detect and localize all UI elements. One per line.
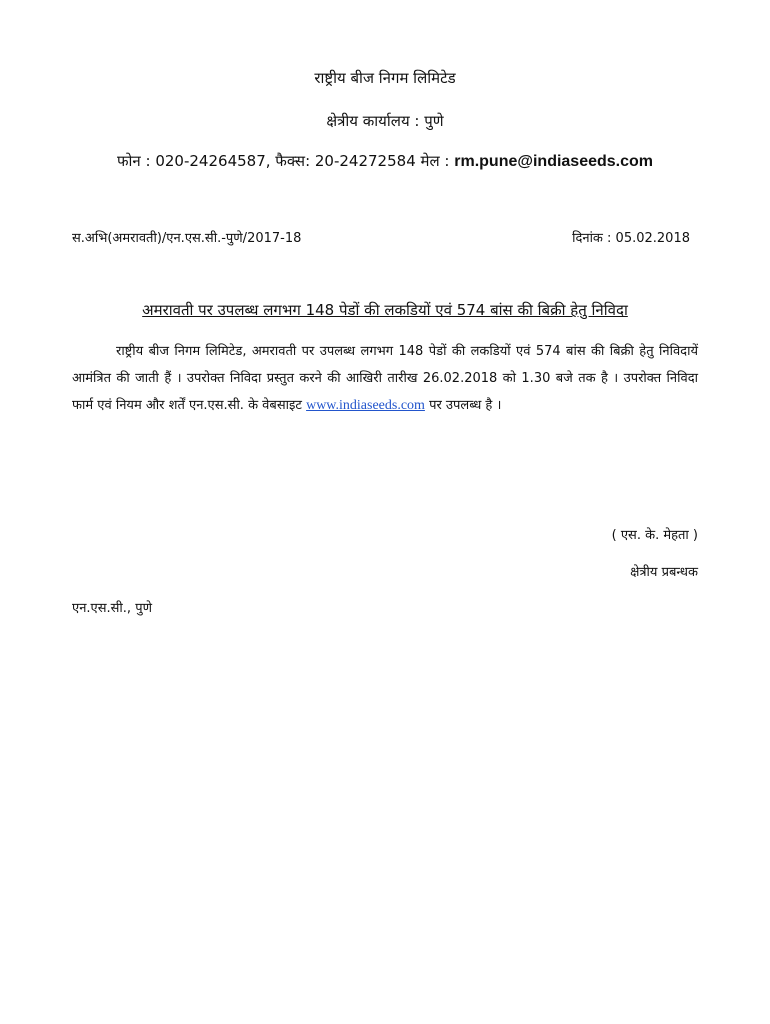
signatory-designation: क्षेत्रीय प्रबन्धक <box>630 565 698 580</box>
signatory-name: ( एस. के. मेहता ) <box>611 528 698 543</box>
email-address: rm.pune@indiaseeds.com <box>454 153 654 170</box>
subject-heading: अमरावती पर उपलब्ध लगभग 148 पेडों की लकडियों एवं 574 बांस की बिक्री हेतु निविदा <box>142 301 628 319</box>
contact-line <box>0 151 770 171</box>
footer-office: एन.एस.सी., पुणे <box>72 601 152 616</box>
website-link[interactable]: www.indiaseeds.com <box>306 398 425 413</box>
body-text-end: पर उपलब्ध है । <box>429 398 502 413</box>
contact-details: फोन : 020-24264587, फैक्स: 20-24272584 मेल : <box>116 152 450 170</box>
body-paragraph <box>72 338 698 419</box>
office-name: क्षेत्रीय कार्यालय : पुणे <box>326 112 444 130</box>
letter-date: दिनांक : 05.02.2018 <box>572 231 690 246</box>
reference-number: स.अभि(अमरावती)/एन.एस.सी.-पुणे/2017-18 <box>72 231 302 246</box>
organization-name: राष्ट्रीय बीज निगम लिमिटेड <box>314 69 456 87</box>
body-text: राष्ट्रीय बीज निगम लिमिटेड, अमरावती पर उपलब्ध लगभग 148 पेडों की लकडियों एवं 574 बांस की बिक्री हेतु निविदायें आमंत्रित की जाती हैं । उपरोक्त निविदा प्रस्तुत करने की आखिरी तारीख 26.02.2018 को 1.30 बजे तक है । उपरोक्त निविदा फार्म एवं नियम और शर्तें एन.एस.सी. के वेबसाइट <box>72 344 698 413</box>
